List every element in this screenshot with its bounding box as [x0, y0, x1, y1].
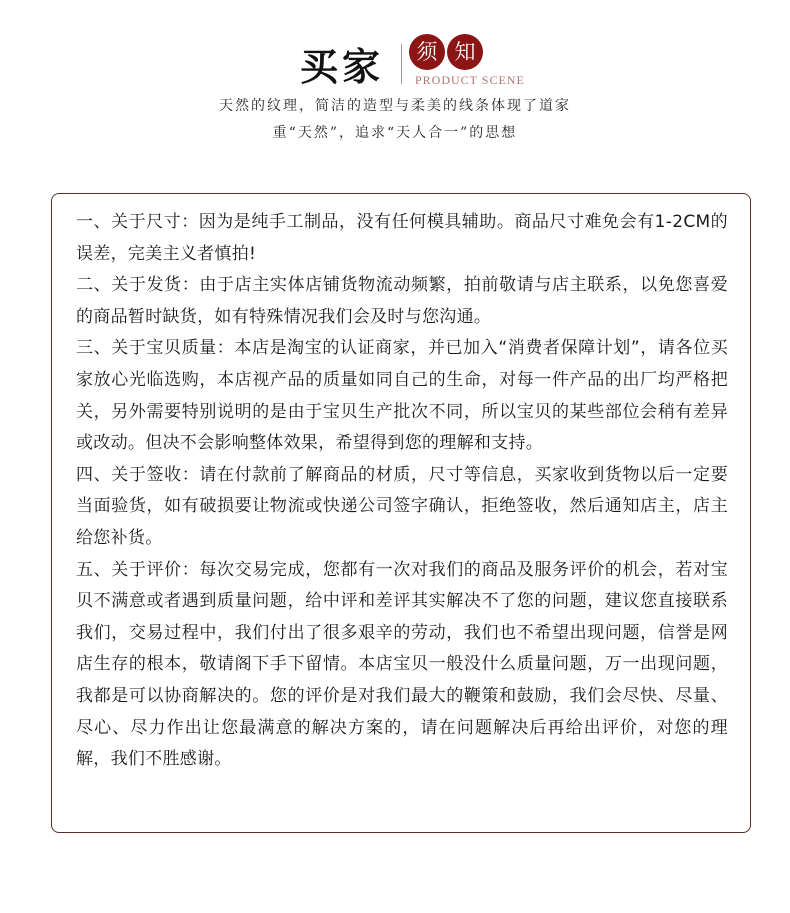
seal-stamp [409, 34, 483, 70]
notice-review: 五、关于评价：每次交易完成，您都有一次对我们的商品及服务评价的机会，若对宝贝不满意或者遇到质量问题，给中评和差评其实解决不了您的问题，建议您直接联系我们，交易过程中，我们付出了很多艰辛的劳动，我们也不希望出现问题，信誉是网店生存的根本，敬请阁下手下留情。本店宝贝一般没什么质量问题，万一出现问题，我都是可以协商解决的。您的评价是对我们最大的鞭策和鼓励，我们会尽快、尽量、尽心、尽力作出让您最满意的解决方案的，请在问题解决后再给出评价，对您的理解，我们不胜感谢。 [76, 559, 728, 770]
english-subtitle: PRODUCT SCENE [415, 73, 525, 87]
notice-box [51, 193, 751, 833]
intro-text [0, 93, 790, 147]
page-title: 买家 [300, 44, 385, 89]
seal-char-2: 知 [447, 34, 483, 70]
notice-receipt: 四、关于签收：请在付款前了解商品的材质，尺寸等信息，买家收到货物以后一定要当面验货，如有破损要让物流或快递公司签字确认，拒绝签收，然后通知店主，店主给您补货。 [76, 464, 728, 548]
header [0, 30, 790, 90]
seal-char-1: 须 [409, 34, 445, 70]
notice-size: 一、关于尺寸：因为是纯手工制品，没有任何模具辅助。商品尺寸难免会有1-2CM的误差，完美主义者慎拍! [76, 212, 728, 264]
notice-list [76, 207, 728, 776]
notice-quality: 三、关于宝贝质量：本店是淘宝的认证商家，并已加入“消费者保障计划”，请各位买家放心光临选购，本店视产品的质量如同自己的生命，对每一件产品的出厂均严格把关，另外需要特别说明的是由于宝贝生产批次不同，所以宝贝的某些部位会稍有差异或改动。但决不会影响整体效果，希望得到您的理解和支持。 [76, 338, 728, 454]
title-divider [401, 44, 402, 84]
intro-line-1: 天然的纹理，简洁的造型与柔美的线条体现了道家 [219, 98, 571, 114]
notice-shipping: 二、关于发货：由于店主实体店铺货物流动频繁，拍前敬请与店主联系，以免您喜爱的商品暂时缺货，如有特殊情况我们会及时与您沟通。 [76, 275, 728, 327]
intro-line-2: 重“天然”，追求“天人合一”的思想 [272, 125, 518, 141]
